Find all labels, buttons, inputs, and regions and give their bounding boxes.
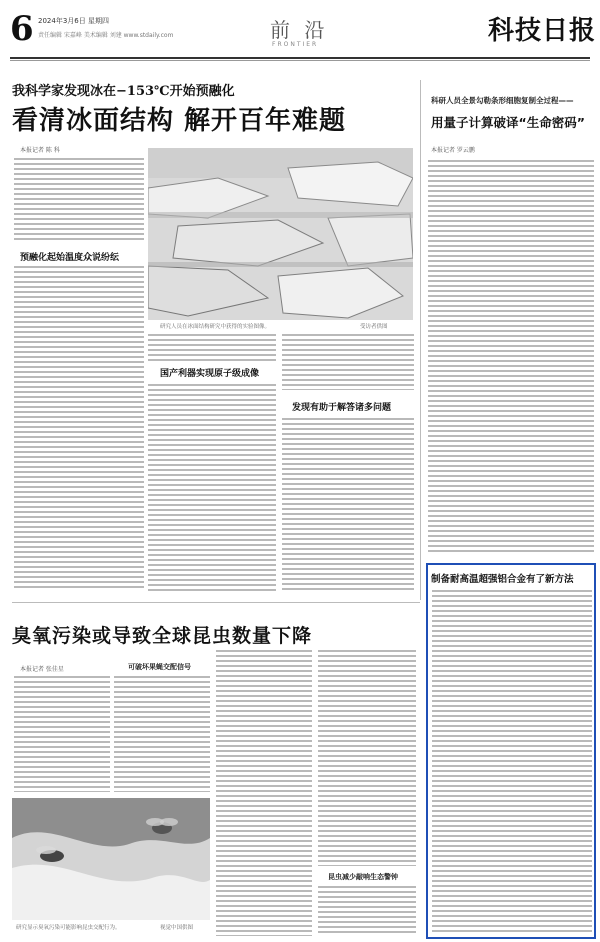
lead-subhead-3: 发现有助于解答诸多问题 xyxy=(292,403,392,413)
lead-subhead-1: 预融化起始温度众说纷纭 xyxy=(20,253,120,263)
lead-body-column-3a xyxy=(282,334,414,390)
date-line: 2024年3月6日 星期四 xyxy=(38,17,109,25)
alloy-headline: 制备耐高温超强铝合金有了新方法 xyxy=(431,574,574,585)
insect-photo-caption: 研究显示臭氧污染可能影响昆虫交配行为。 xyxy=(16,925,121,931)
insect-byline: 本报记者 张佳星 xyxy=(20,666,64,673)
alloy-body xyxy=(432,590,592,934)
page-number: 6 xyxy=(10,9,34,49)
column-divider xyxy=(420,80,421,600)
lead-kicker: 我科学家发现冰在−153℃开始预融化 xyxy=(12,84,235,99)
section-subtitle: FRONTIER xyxy=(272,41,319,48)
header-rule xyxy=(10,57,590,59)
insect-headline: 臭氧污染或导致全球昆虫数量下降 xyxy=(12,625,313,647)
editor-info-line: 责任编辑 宋嘉峰 美术编辑 刘建 www.stdaily.com xyxy=(38,32,174,39)
insect-body-column-3 xyxy=(216,650,312,936)
lead-body-column-3b xyxy=(282,418,414,592)
ice-photo-caption: 研究人员在冰面结构研究中获得的实验图像。 xyxy=(160,324,271,330)
quantum-kicker: 科研人员全景勾勒条形细胞复制全过程—— xyxy=(431,96,574,105)
ice-photo xyxy=(148,148,413,320)
insect-subhead-2: 昆虫减少敲响生态警钟 xyxy=(328,873,398,881)
insect-body-column-1 xyxy=(14,676,110,792)
insect-subhead-1: 可破坏果蝇交配信号 xyxy=(128,663,191,671)
insect-photo xyxy=(12,798,210,920)
ice-surface-image xyxy=(148,148,413,320)
lead-byline: 本报记者 陈 科 xyxy=(20,147,60,154)
insect-body-column-2 xyxy=(114,676,210,792)
section-title: 前 沿 xyxy=(270,18,329,42)
insect-photo-credit: 视觉中国供图 xyxy=(160,925,194,931)
lead-body-column-1b xyxy=(14,266,144,590)
section-divider xyxy=(12,602,420,603)
lead-body-column-2b xyxy=(148,384,276,592)
lead-body-column-1a xyxy=(14,158,144,243)
lead-subhead-2: 国产利器实现原子级成像 xyxy=(160,369,260,379)
insect-body-column-4b xyxy=(318,886,416,936)
ice-photo-credit: 受访者供图 xyxy=(360,324,388,330)
fruit-fly-image xyxy=(12,798,210,920)
lead-headline: 看清冰面结构 解开百年难题 xyxy=(12,106,347,136)
newspaper-logo: 科技日报 xyxy=(488,16,597,46)
header-rule-thin xyxy=(10,60,590,61)
masthead xyxy=(0,0,600,56)
lead-body-column-2a xyxy=(148,334,276,362)
quantum-byline: 本报记者 罗云鹏 xyxy=(431,147,475,154)
quantum-body xyxy=(428,160,594,552)
insect-body-column-4 xyxy=(318,650,416,866)
quantum-headline: 用量子计算破译“生命密码” xyxy=(431,115,585,130)
